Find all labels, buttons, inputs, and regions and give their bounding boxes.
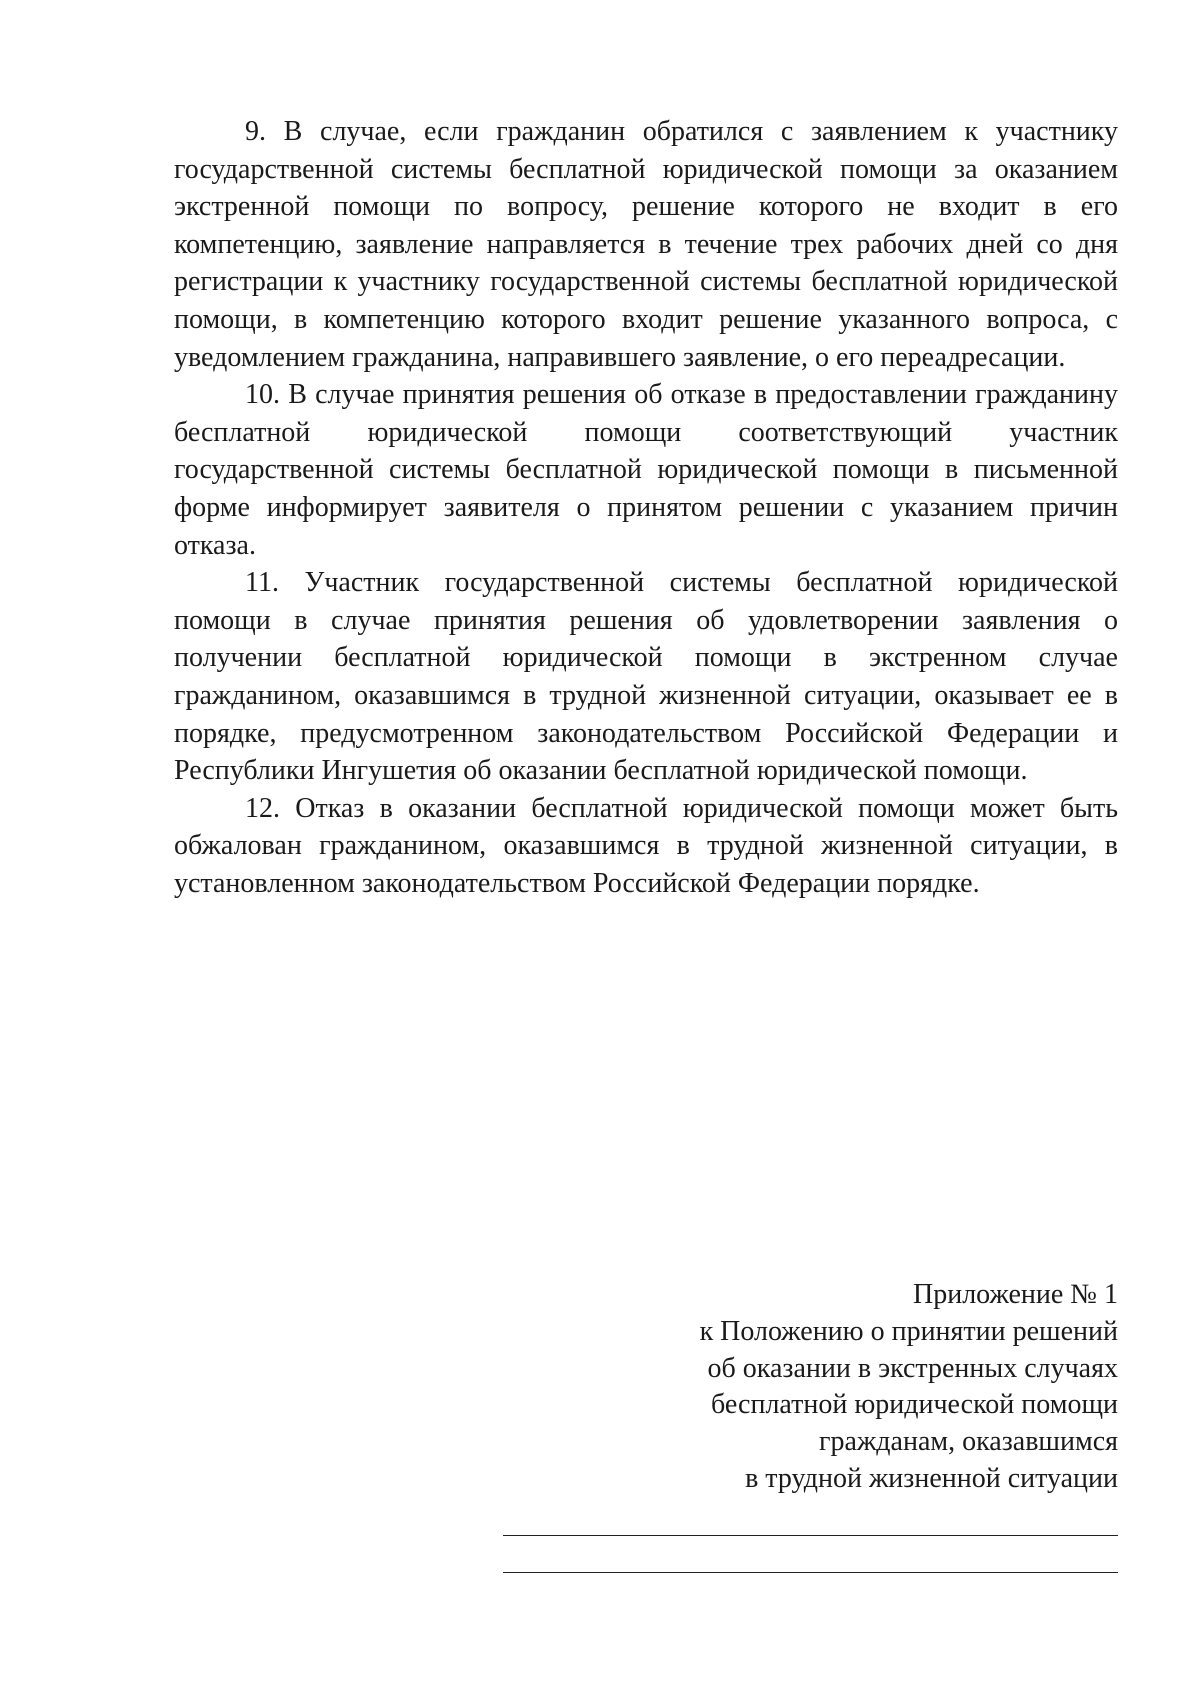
appendix-reference-line: бесплатной юридической помощи <box>711 1389 1118 1421</box>
appendix-heading <box>600 1277 1118 1498</box>
blank-line <box>503 1572 1118 1573</box>
appendix-reference-line: в трудной жизненной ситуации <box>745 1462 1118 1494</box>
paragraph-9: 9. В случае, если гражданин обратился с заявлением к участнику государственной системы бесплатной юридической помощи за оказанием экстренной помощи по вопросу, решение которого не входит в его компетенцию, заявление направляется в течение трех рабочих дней со дня регистрации к участнику государственной системы бесплатной юридической помощи, в компетенцию которого входит решение указанного вопроса, с уведомлением гражданина, направившего заявление, о его переадресации. <box>174 116 1118 373</box>
paragraph-11: 11. Участник государственной системы бесплатной юридической помощи в случае принятия решения об удовлетворении заявления о получении бесплатной юридической помощи в экстренном случае гражданином, оказавшимся в трудной жизненной ситуации, оказывает ее в порядке, предусмотренном законодательством Российской Федерации и Республики Ингушетия об оказании бесплатной юридической помощи. <box>174 567 1118 787</box>
document-body <box>174 113 1118 902</box>
appendix-reference-line: об оказании в экстренных случаях <box>707 1352 1118 1384</box>
appendix-reference-line: гражданам, оказавшимся <box>819 1426 1118 1458</box>
paragraph-12: 12. Отказ в оказании бесплатной юридической помощи может быть обжалован гражданином, оказавшимся в трудной жизненной ситуации, в установленном законодательством Российской Федерации порядке. <box>174 792 1118 899</box>
paragraph-10: 10. В случае принятия решения об отказе в предоставлении гражданину бесплатной юридической помощи соответствующий участник государственной системы бесплатной юридической помощи в письменной форме информирует заявителя о принятом решении с указанием причин отказа. <box>174 379 1118 561</box>
blank-line <box>503 1535 1118 1536</box>
appendix-reference-line: к Положению о принятии решений <box>699 1315 1118 1347</box>
appendix-number: Приложение № 1 <box>913 1279 1118 1310</box>
